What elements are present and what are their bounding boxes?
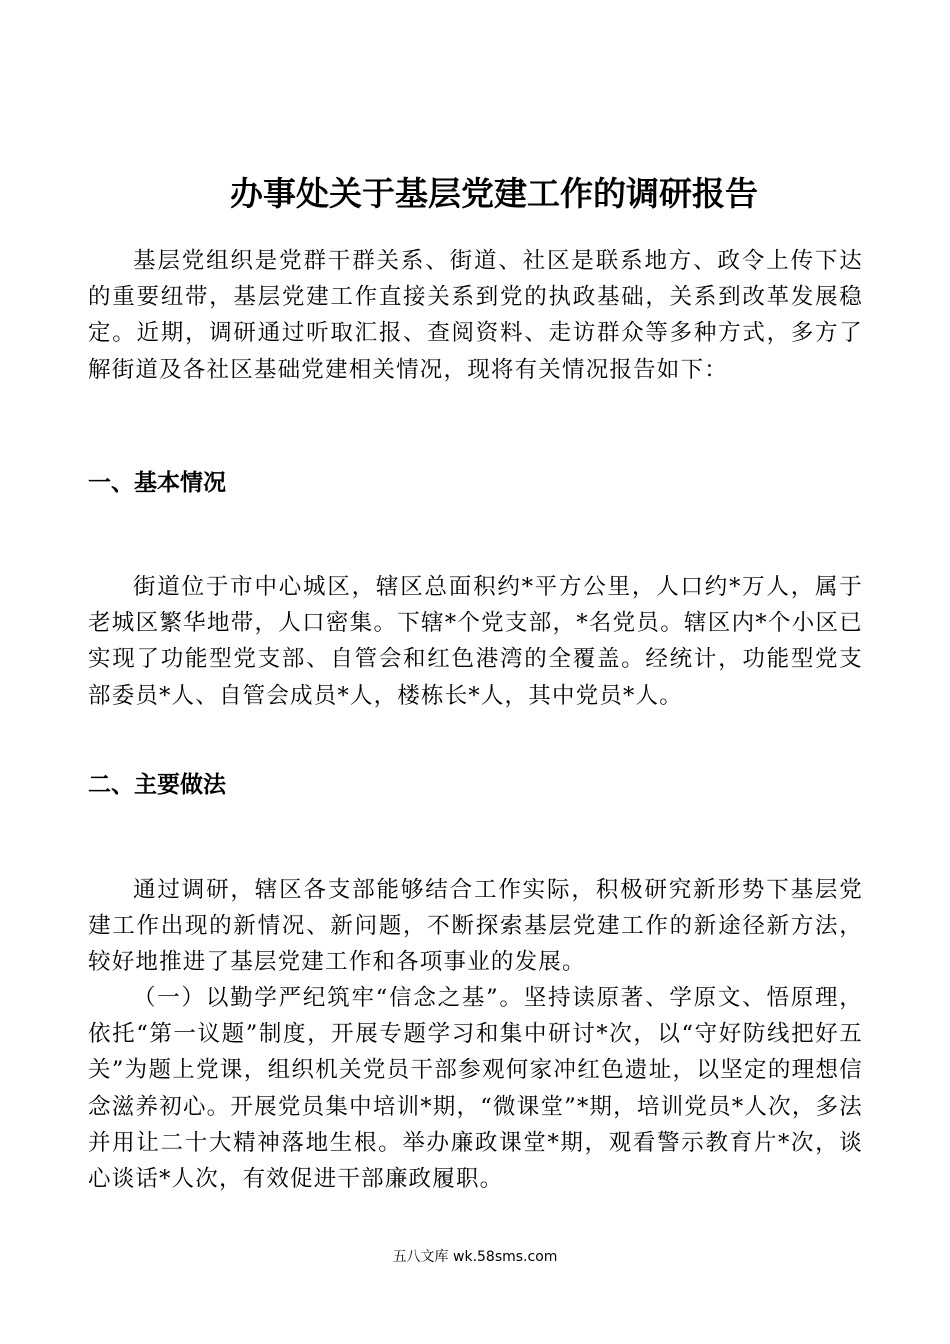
methods-intro-paragraph: 通过调研，辖区各支部能够结合工作实际，积极研究新形势下基层党建工作出现的新情况、新问题，不断探索基层党建工作的新途径新方法，较好地推进了基层党建工作和各项事业的发展。 [88, 877, 863, 976]
basic-situation-paragraph: 街道位于市中心城区，辖区总面积约*平方公里，人口约*万人，属于老城区繁华地带，人口密集。下辖*个党支部，*名党员。辖区内*个小区已实现了功能型党支部、自管会和红色港湾的全覆盖。经统计，功能型党支部委员*人、自管会成员*人，楼栋长*人，其中党员*人。 [88, 574, 863, 709]
section-heading-basic: 一、基本情况 [88, 470, 226, 496]
intro-paragraph: 基层党组织是党群干群关系、街道、社区是联系地方、政令上传下达的重要纽带，基层党建工作直接关系到党的执政基础，关系到改革发展稳定。近期，调研通过听取汇报、查阅资料、走访群众等多种方式，多方了解街道及各社区基础党建相关情况，现将有关情况报告如下： [88, 248, 863, 383]
methods-item-1-paragraph: （一）以勤学严纪筑牢“信念之基”。坚持读原著、学原文、悟原理，依托“第一议题”制度，开展专题学习和集中研讨*次，以“守好防线把好五关”为题上党课，组织机关党员干部参观何家冲红色遗址，以坚定的理想信念滋养初心。开展党员集中培训*期，“微课堂”*期，培训党员*人次，多法并用让二十大精神落地生根。举办廉政课堂*期，观看警示教育片*次，谈心谈话*人次，有效促进干部廉政履职。 [88, 985, 863, 1193]
document-title: 办事处关于基层党建工作的调研报告 [230, 174, 758, 213]
section-heading-methods: 二、主要做法 [88, 772, 226, 798]
page-footer-watermark: 五八文库 wk.58sms.com [392, 1249, 558, 1265]
